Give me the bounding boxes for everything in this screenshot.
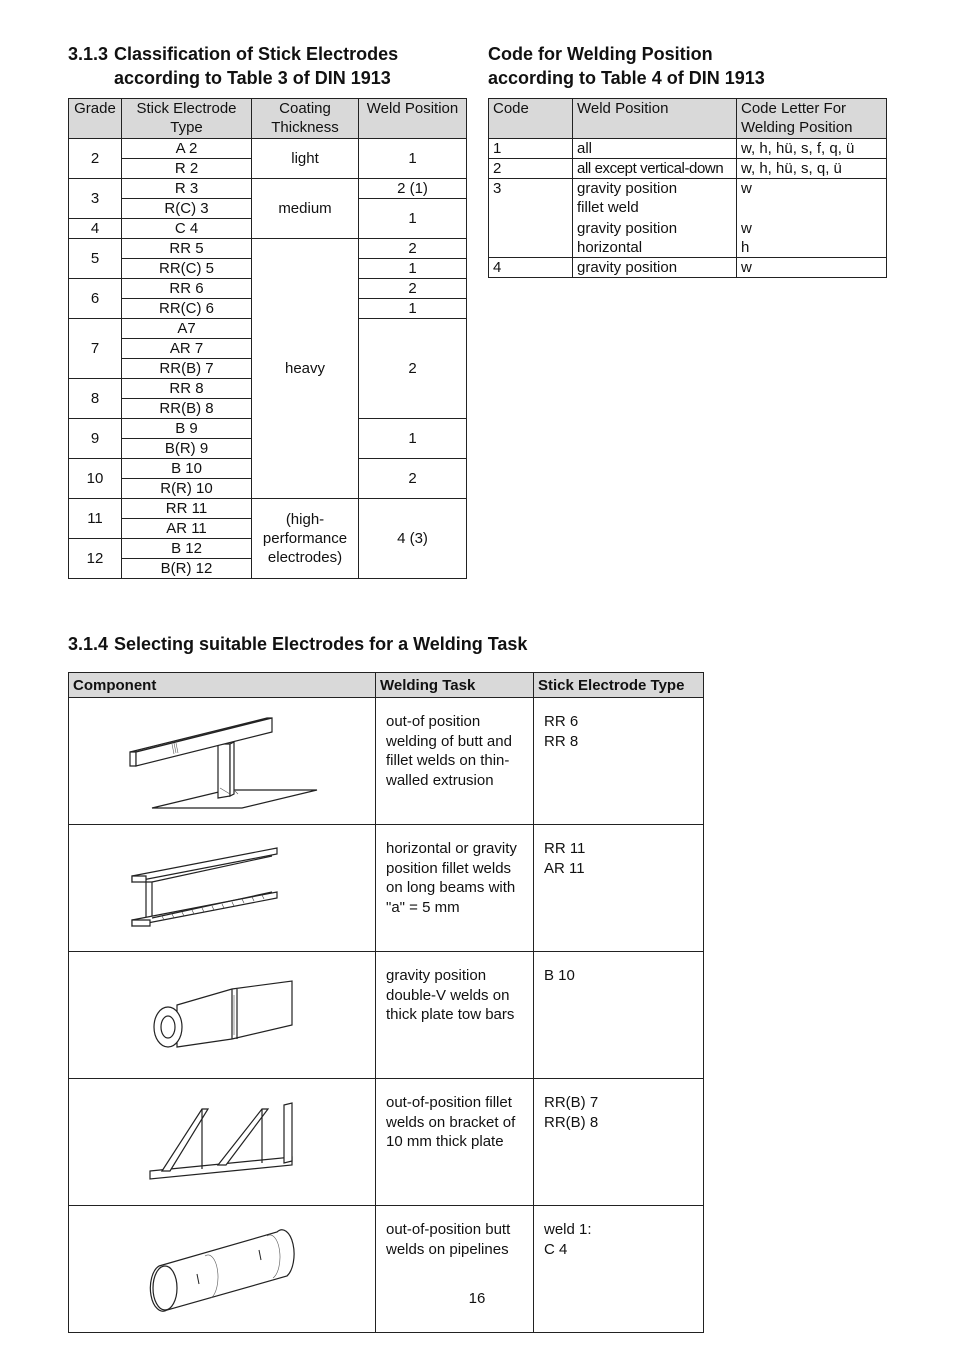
- section-title: Selecting suitable Electrodes for a Welding Task: [114, 634, 528, 654]
- code-cell: 1: [489, 139, 573, 159]
- type-cell: RR(B) 8: [122, 399, 252, 419]
- electrode-line: weld 1:: [544, 1221, 592, 1238]
- bracket-icon: [142, 1099, 302, 1185]
- electrode-cell: [534, 698, 704, 825]
- position-cell: all except vertical-down: [573, 159, 737, 179]
- code-heading: [488, 42, 765, 90]
- coating-cell: light: [252, 139, 359, 179]
- position-cell: all: [573, 139, 737, 159]
- position-cell: 2: [359, 279, 467, 299]
- type-cell: B 9: [122, 419, 252, 439]
- type-cell: B(R) 9: [122, 439, 252, 459]
- grade-cell: 9: [69, 419, 122, 459]
- grade-cell: 3: [69, 179, 122, 219]
- position-cell: 2: [359, 239, 467, 259]
- header-code-letter: Code Letter For Welding Position: [737, 99, 887, 139]
- electrode-line: RR(B) 7: [544, 1094, 599, 1111]
- header-code: Code: [489, 99, 573, 139]
- task-cell: out-of-position butt welds on pipelines: [376, 1206, 534, 1333]
- section-number: 3.1.4: [68, 634, 109, 654]
- type-cell: RR(C) 5: [122, 259, 252, 279]
- letter-line: [741, 198, 882, 217]
- component-cell: [69, 825, 376, 952]
- section-title-line1: Classification of Stick Electrodes: [114, 44, 399, 64]
- task-cell: out-of-position fillet welds on bracket of 10 mm thick plate: [376, 1079, 534, 1206]
- grade-cell: 4: [69, 219, 122, 239]
- coating-cell: heavy: [252, 239, 359, 499]
- grade-cell: 7: [69, 319, 122, 379]
- type-cell: RR 6: [122, 279, 252, 299]
- electrode-line: AR 11: [544, 859, 585, 877]
- code-cell: 2: [489, 159, 573, 179]
- letter-line: h: [741, 239, 750, 256]
- type-cell: A7: [122, 319, 252, 339]
- task-cell: gravity position double-V welds on thick plate tow bars: [376, 952, 534, 1079]
- component-cell: [69, 1079, 376, 1206]
- position-cell: 1: [359, 419, 467, 459]
- position-line: gravity position: [577, 220, 678, 237]
- position-cell: 1: [359, 139, 467, 179]
- electrode-line: B 10: [544, 967, 575, 984]
- grade-cell: 6: [69, 279, 122, 319]
- type-cell: R(C) 3: [122, 199, 252, 219]
- letter-line: w: [741, 220, 752, 237]
- electrode-line: RR 6: [544, 713, 579, 730]
- section-313-heading: [68, 42, 398, 90]
- type-cell: RR(C) 6: [122, 299, 252, 319]
- electrode-selection-table: [68, 672, 704, 1333]
- letters-cell: [737, 179, 887, 258]
- code-title-line2: according to Table 4 of DIN 1913: [488, 68, 765, 88]
- position-cell: 1: [359, 199, 467, 239]
- electrode-line: RR 11: [544, 840, 586, 857]
- grade-cell: 12: [69, 539, 122, 579]
- code-cell: 4: [489, 258, 573, 278]
- grade-cell: 10: [69, 459, 122, 499]
- table-row: [69, 825, 704, 952]
- position-line: horizontal: [577, 239, 643, 256]
- type-cell: B 12: [122, 539, 252, 559]
- type-cell: C 4: [122, 219, 252, 239]
- header-position: Weld Position: [359, 99, 467, 139]
- position-cell: 4 (3): [359, 499, 467, 579]
- type-cell: R 2: [122, 159, 252, 179]
- type-cell: A 2: [122, 139, 252, 159]
- coating-cell: medium: [252, 179, 359, 239]
- component-cell: [69, 698, 376, 825]
- grade-cell: 5: [69, 239, 122, 279]
- electrode-line: RR 8: [544, 732, 579, 750]
- type-cell: RR 8: [122, 379, 252, 399]
- task-cell: horizontal or gravity position fillet welds on long beams with "a" = 5 mm: [376, 825, 534, 952]
- type-cell: RR 11: [122, 499, 252, 519]
- header-grade: Grade: [69, 99, 122, 139]
- header-electrode-type: Stick Electrode Type: [534, 673, 704, 698]
- section-title-line2: according to Table 3 of DIN 1913: [114, 68, 391, 88]
- position-cell: 2: [359, 459, 467, 499]
- header-component: Component: [69, 673, 376, 698]
- type-cell: RR 5: [122, 239, 252, 259]
- header-type: Stick Electrode Type: [122, 99, 252, 139]
- tow-bar-icon: [142, 975, 302, 1055]
- letters-cell: w: [737, 258, 887, 278]
- extrusion-icon: [122, 708, 322, 814]
- electrode-line: RR(B) 8: [544, 1113, 599, 1131]
- code-title-line1: Code for Welding Position: [488, 44, 713, 64]
- type-cell: AR 7: [122, 339, 252, 359]
- position-cell: 1: [359, 299, 467, 319]
- header-welding-task: Welding Task: [376, 673, 534, 698]
- i-beam-icon: [122, 838, 322, 938]
- grade-cell: 8: [69, 379, 122, 419]
- coating-cell: (high-performance electrodes): [252, 499, 359, 579]
- electrode-cell: [534, 1079, 704, 1206]
- type-cell: R(R) 10: [122, 479, 252, 499]
- type-cell: B(R) 12: [122, 559, 252, 579]
- type-cell: R 3: [122, 179, 252, 199]
- position-cell: gravity position: [573, 258, 737, 278]
- electrode-cell: [534, 825, 704, 952]
- page-number: 16: [468, 1290, 486, 1307]
- task-cell: out-of position welding of butt and fillet welds on thin-walled extrusion: [376, 698, 534, 825]
- section-number: 3.1.3: [68, 44, 109, 64]
- position-cell: 2: [359, 319, 467, 419]
- grade-cell: 2: [69, 139, 122, 179]
- electrode-cell: [534, 1206, 704, 1333]
- type-cell: RR(B) 7: [122, 359, 252, 379]
- component-cell: [69, 952, 376, 1079]
- grade-cell: 11: [69, 499, 122, 539]
- component-cell: [69, 1206, 376, 1333]
- electrode-cell: [534, 952, 704, 1079]
- letter-line: w: [741, 180, 752, 197]
- table-row: [69, 1206, 704, 1333]
- code-cell: 3: [489, 179, 573, 258]
- type-cell: B 10: [122, 459, 252, 479]
- position-cell: 1: [359, 259, 467, 279]
- section-314-heading: [68, 632, 527, 656]
- type-cell: AR 11: [122, 519, 252, 539]
- table-row: [69, 698, 704, 825]
- header-weld-position: Weld Position: [573, 99, 737, 139]
- table-row: [69, 952, 704, 1079]
- letters-cell: w, h, hü, s, f, q, ü: [737, 139, 887, 159]
- position-cell: 2 (1): [359, 179, 467, 199]
- table-row: [69, 1079, 704, 1206]
- welding-position-code-table: [488, 98, 887, 278]
- position-line: fillet weld: [577, 199, 639, 216]
- electrode-classification-table: [68, 98, 467, 579]
- position-cell: [573, 179, 737, 258]
- electrode-line: C 4: [544, 1240, 568, 1258]
- header-coating: Coating Thickness: [252, 99, 359, 139]
- letters-cell: w, h, hü, s, q, ü: [737, 159, 887, 179]
- position-line: gravity position: [577, 180, 678, 197]
